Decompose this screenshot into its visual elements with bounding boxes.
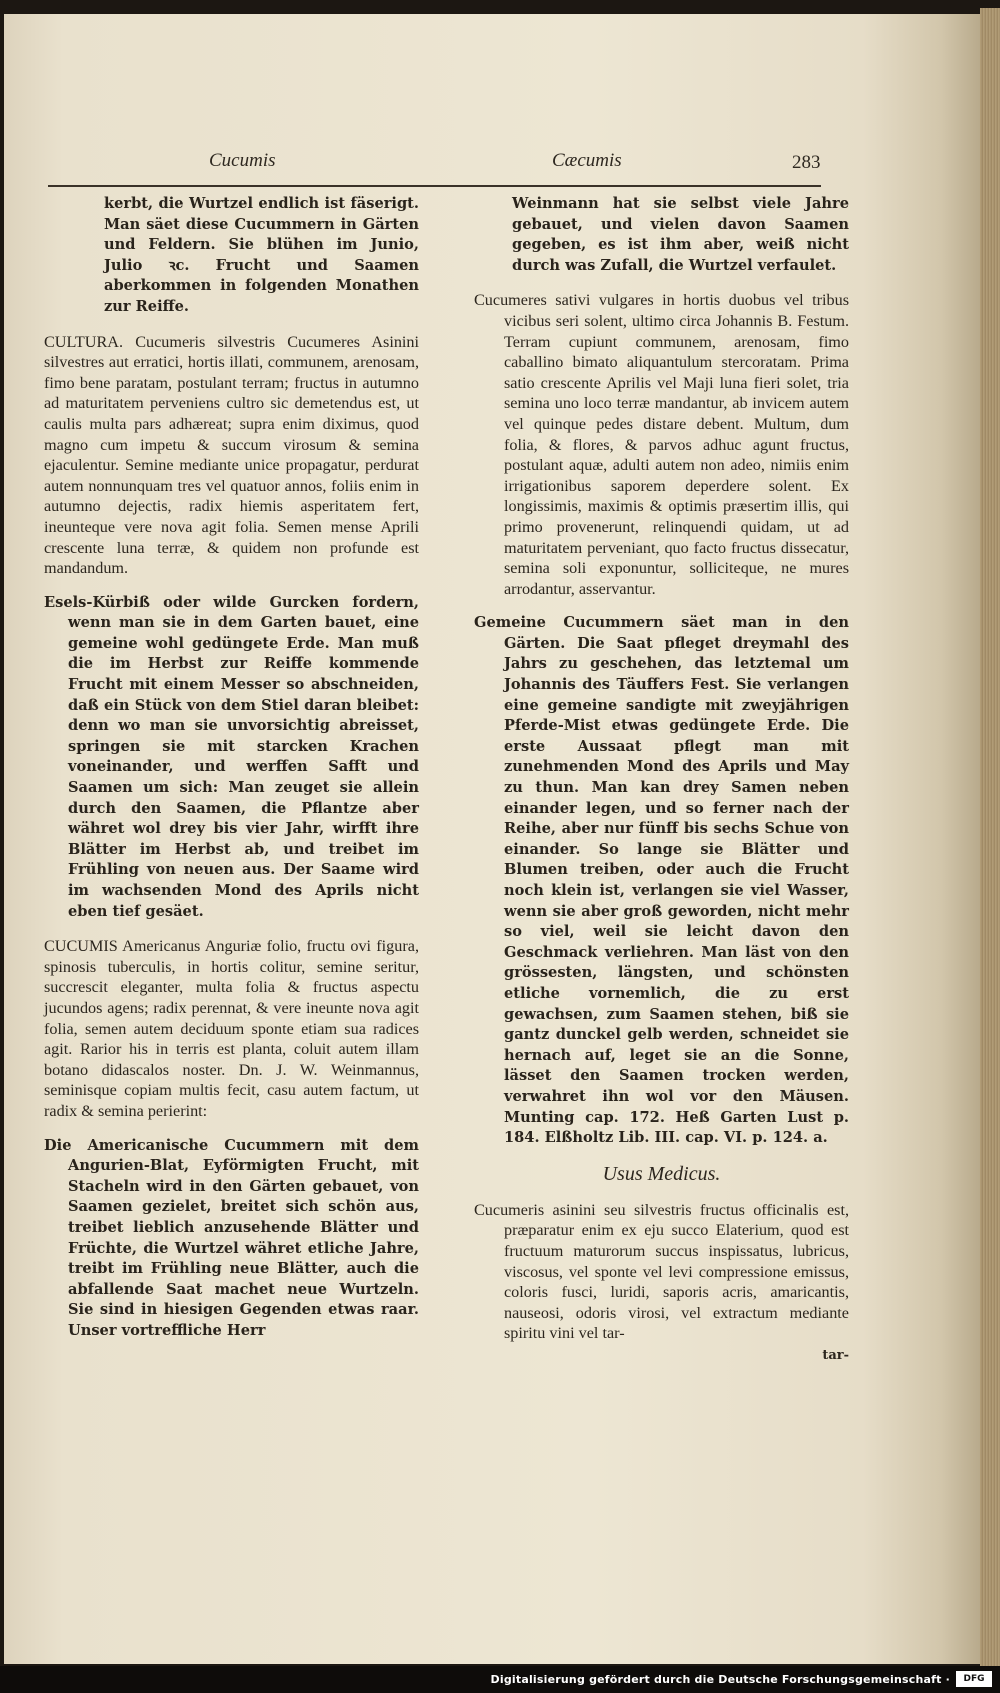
- page-number: 283: [792, 152, 821, 173]
- cultura-paragraph: [44, 332, 419, 579]
- right-paragraph-2: Cucumeres sativi vulgares in hortis duobus vel tribus vicibus seri solent, ultimo circa Johannis B. Festum. Terram cupiunt communem, arenosam, fimo caballino bimato aliquantulum stercoratam. Prima satio crescente Aprilis vel Maji luna fieri solet, tria semina uno loco terræ mandantur, ab invicem autem vel quinque pedes distare debent. Multum, dum folia, & flores, & parvos adhuc agunt fructus, postulant aquæ, adulti autem non adeo, nimiis enim irrigationibus saporem deperdere solent. Ex longissimis, maximis & optimis præsertim illis, qui primo provenerunt, relinquendi quidam, ut ad maturitatem perveniant, quo facto fructus dissecatur, semina soli exponuntur, solliciteque, ne mures arrodantur, asservantur.: [474, 291, 849, 598]
- right-paragraph-3: Gemeine Cucummern säet man in den Gärten. Die Saat pfleget dreymahl des Jahrs zu geschehen, das letztemal um Johannis des Täuffers Fest. Sie verlangen eine gemeine sandigte mit zweyjährigen Pferde-Mist etwas gedüngete Erde. Die erste Aussaat pflegt man mit zunehmenden Mond des Aprils und May zu thun. Man kan drey Samen neben einander legen, und so ferner nach der Reihe, aber nur fünff bis sechs Schue von einander. So lange sie Blätter und Blumen treiben, oder auch die Frucht noch klein ist, verlangen sie viel Wasser, wenn sie aber groß geworden, nicht mehr so viel, weil sie leicht davon den Geschmack verliehren. Man läst von den grössesten, längsten, und schönsten etliche vornemlich, die zu erst gewachsen, zum Saamen stehen, biß sie gantz dunckel gelb werden, schneidet sie hernach auf, leget sie an die Sonne, lässet den Saamen trocken werden, verwahret ihn wol vor den Mäusen. Munting cap. 172. Heß Garten Lust p. 184. Elßholtz Lib. III. cap. VI. p. 124. a.: [474, 614, 849, 1147]
- right-running-head: Cæcumis: [552, 150, 622, 171]
- left-paragraph-1: kerbt, die Wurtzel endlich ist fäserigt. Man säet diese Cucummern in Gärten und Feldern. Sie blühen im Junio, Julio ꝛc. Frucht und Saamen aberkommen in folgenden Monathen zur Reiffe.: [104, 195, 419, 315]
- cucumis-paragraph: [44, 936, 419, 1121]
- dfg-credit: Digitalisierung gefördert durch die Deutsche Forschungsgemeinschaft ·: [490, 1673, 950, 1686]
- left-paragraph-5: Die Americanische Cucummern mit dem Angurien-Blat, Eyförmigten Frucht, mit Stacheln wird in den Gärten gebauet, von Saamen gezielet, breitet sich schön aus, treibet lieblich anzusehende Blätter und Früchte, die Wurtzel währet etliche Jahre, treibt im Frühling neue Blätter, auch die abfallende Saat machet neue Wurtzeln. Sie sind in hiesigen Gegenden etwas raar. Unser vortreffliche Herr: [44, 1136, 419, 1339]
- left-running-head: Cucumis: [209, 150, 276, 171]
- page-edge: [980, 8, 1000, 1670]
- left-paragraph-3: Esels-Kürbiß oder wilde Gurcken fordern, wenn man sie in dem Garten bauet, eine gemeine wohl gedüngete Erde. Man muß die im Herbst zur Reiffe kommende Frucht mit einem Messer so abschneiden, daß ein Stück von dem Stiel daran bleibet: denn wo man sie unvorsichtig abreisset, springen sie mit starcken Krachen voneinander, und werffen Safft und Saamen um sich: Man zeuget sie allein durch den Saamen, die Pflantze aber währet wol drey bis vier Jahr, wirfft ihre Blätter im Herbst ab, und treibet im Frühling von neuen aus. Der Saame wird im wachsenden Mond des Aprils nicht eben tief gesäet.: [44, 593, 419, 920]
- right-column: [474, 194, 849, 1363]
- cultura-text: Cucumeris silvestris Cucumeres Asinini silvestres aut erratici, hortis illati, communem, arenosam, fimo bene paratam, postulant terram; fructus in autumno ad maturitatem perveniens cultro sic demetendus est, ut caulis multa pars adhæreat; supra enim diximus, quod magno cum impetu & succum virosum & semina ejaculentur. Semine mediante unice propagatur, perdurat autem nonnunquam tres vel quatuor annos, foliis enim in autumno dejectis, radix hiemis asperitatem fert, ineunteque vere nova agit folia. Semen mense Aprili crescente luna terræ, & quidem non profunde est mandandum.: [44, 332, 420, 578]
- cultura-keyword: CULTURA.: [44, 332, 123, 351]
- book-page: [4, 14, 980, 1664]
- right-paragraph-1: Weinmann hat sie selbst viele Jahre gebauet, und vielen davon Saamen gegeben, es ist ihm aber, weiß nicht durch was Zufall, die Wurtzel verfaulet.: [512, 195, 849, 274]
- left-column: [44, 194, 419, 1355]
- right-paragraph-4: Cucumeris asinini seu silvestris fructus officinalis est, præparatur enim ex eju succo Elaterium, quod est fructuum maturorum succus inspissatus, lubricus, viscosus, vel sponte vel levi compressione emissus, coloris fusci, luridi, saporis acris, amaricantis, nauseosi, odoris virosi, vel extractum mediante spiritu vini vel tar-: [474, 1200, 849, 1343]
- catchword: tar-: [822, 1347, 849, 1363]
- dfg-logo: DFG: [956, 1671, 992, 1687]
- cucumis-text: Americanus Anguriæ folio, fructu ovi figura, spinosis tuberculis, in hortis colitur, semine seritur, succrescit eleganter, multa folia & fructus aspectu jucundos agens; radix perennat, & vere ineunte nova agit folia, semen autem deciduum sponte etiam sua radices agit. Rarior his in terris est planta, coluit autem illam botano didascalos noster. Dn. J. W. Weinmannus, seminisque copiam multis fecit, casu autem factum, ut radix & semina perierint:: [44, 937, 419, 1120]
- cucumis-keyword: CUCUMIS: [44, 937, 118, 956]
- header-rule: [48, 185, 821, 187]
- section-title: Usus Medicus.: [602, 1162, 721, 1185]
